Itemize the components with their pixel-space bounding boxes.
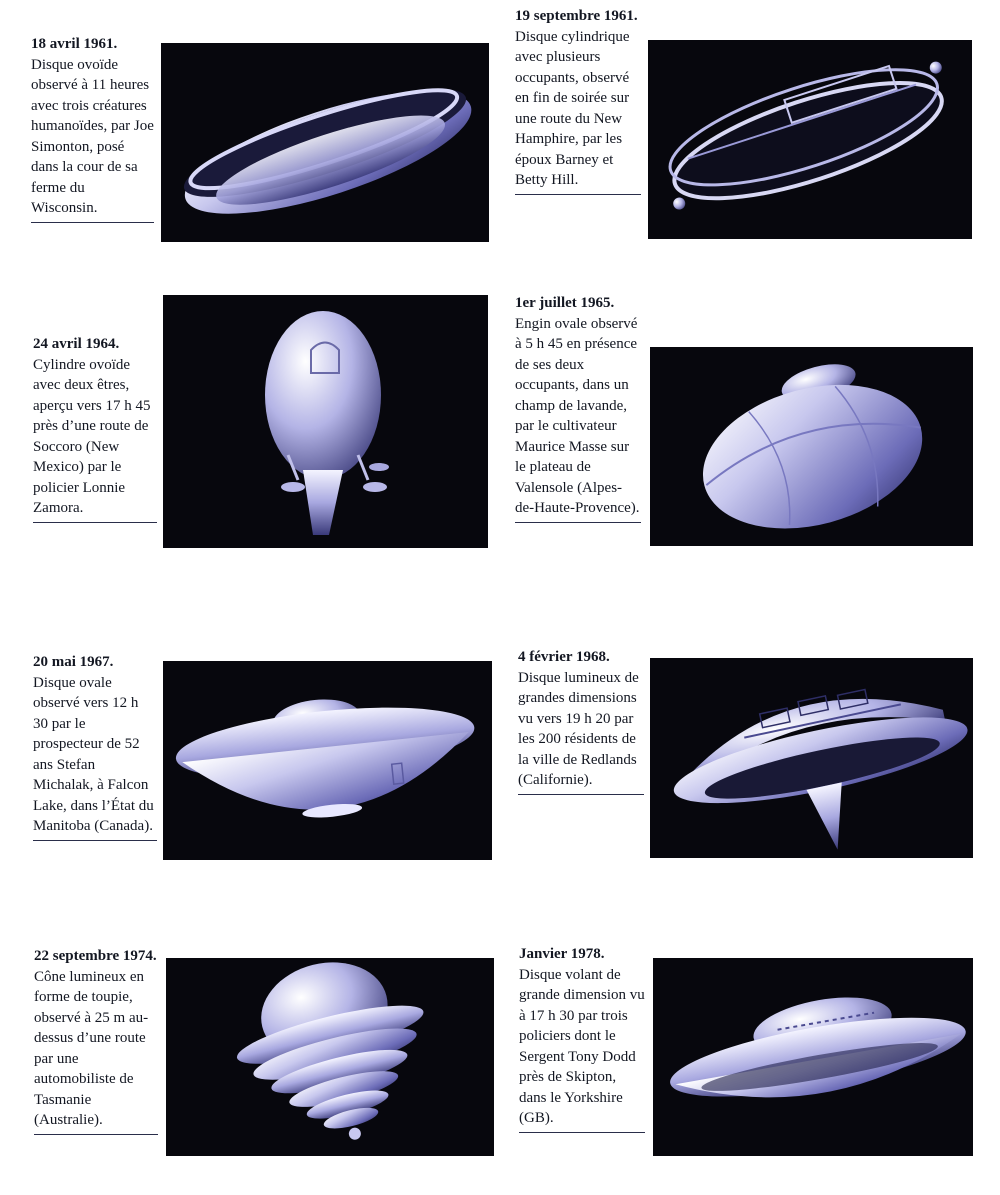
caption-text: Disque lumineux de grandes dimensions vu vers 19 h 20 par les 200 résidents de la ville de Redlands (Californie). <box>518 669 639 788</box>
caption-7 <box>34 946 158 1135</box>
caption-text: Disque ovale observé vers 12 h 30 par le prospecteur de 52 ans Stefan Michalak, à Falcon Lake, dans l’État du Manitoba (Canada). <box>33 674 154 834</box>
caption-8 <box>519 944 645 1133</box>
caption-date: 19 septembre 1961. <box>515 8 638 24</box>
ufo-photo-3 <box>163 295 488 548</box>
ufo-photo-1 <box>161 43 489 242</box>
caption-date: 1er juillet 1965. <box>515 295 615 311</box>
caption-date: Janvier 1978. <box>519 946 605 962</box>
caption-date: 4 février 1968. <box>518 649 610 665</box>
caption-date: 20 mai 1967. <box>33 654 114 670</box>
caption-5 <box>33 652 157 841</box>
ufo-photo-5 <box>163 661 492 860</box>
caption-2 <box>515 6 641 195</box>
ufo-illustration-icon <box>648 40 972 239</box>
caption-1 <box>31 34 154 223</box>
caption-text: Disque volant de grande dimension vu à 17 h 30 par trois policiers dont le Sergent Tony Dodd près de Skipton, dans le Yorkshire (GB). <box>519 966 645 1126</box>
caption-date: 24 avril 1964. <box>33 336 120 352</box>
ufo-illustration-icon <box>163 295 488 548</box>
caption-text: Cône lumineux en forme de toupie, observé à 25 m au-dessus d’une route par une automobiliste de Tasmanie (Australie). <box>34 968 149 1128</box>
caption-text: Disque cylindrique avec plusieurs occupants, observé en fin de soirée sur une route du New Hamphire, par les époux Barney et Betty Hill. <box>515 28 630 188</box>
ufo-illustration-icon <box>653 958 973 1156</box>
caption-text: Disque ovoïde observé à 11 heures avec trois créatures humanoïdes, par Joe Simonton, posé dans la cour de sa ferme du Wisconsin. <box>31 56 154 216</box>
caption-text: Engin ovale observé à 5 h 45 en présence de ses deux occupants, dans un champ de lavande, par le cultivateur Maurice Masse sur le plateau de Valensole (Alpes-de-Haute-Provence). <box>515 315 640 516</box>
ufo-illustration-icon <box>650 347 973 546</box>
ufo-photo-7 <box>166 958 494 1156</box>
ufo-photo-4 <box>650 347 973 546</box>
ufo-photo-6 <box>650 658 973 858</box>
ufo-illustration-icon <box>161 43 489 242</box>
ufo-photo-2 <box>648 40 972 239</box>
caption-text: Cylindre ovoïde avec deux êtres, aperçu vers 17 h 45 près d’une route de Soccoro (New Mexico) par le policier Lonnie Zamora. <box>33 356 151 516</box>
caption-6 <box>518 647 644 795</box>
ufo-illustration-icon <box>163 661 492 860</box>
ufo-illustration-icon <box>650 658 973 858</box>
ufo-illustration-icon <box>166 958 494 1156</box>
caption-date: 22 septembre 1974. <box>34 948 157 964</box>
caption-3 <box>33 334 157 523</box>
caption-date: 18 avril 1961. <box>31 36 118 52</box>
ufo-photo-8 <box>653 958 973 1156</box>
caption-4 <box>515 293 641 523</box>
